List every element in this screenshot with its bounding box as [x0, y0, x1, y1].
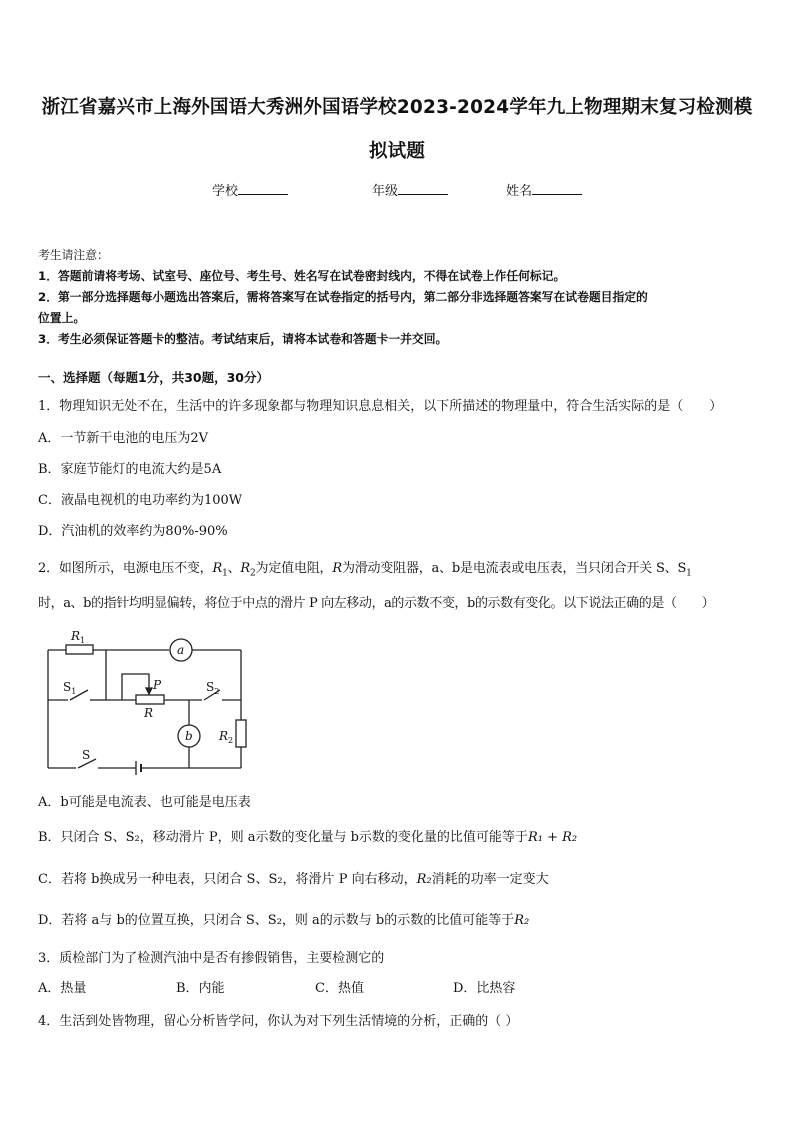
student-info-fields: [0, 180, 794, 202]
label-p: P: [153, 678, 162, 692]
q1-option-c: C．液晶电视机的电功率约为100W: [38, 493, 243, 508]
label-a: a: [177, 643, 185, 657]
label-r: R: [144, 706, 154, 720]
slider-arrow-icon: [146, 688, 152, 694]
q3-option-c: C．热值: [315, 981, 364, 996]
q2-stem-line-2: 时，a、b的指针均明显偏转，将位于中点的滑片 P 向左移动，a的示数不变，b的示数有变化。以下说法正确的是（ ）: [38, 596, 715, 611]
q1-option-a: A．一节新干电池的电压为2V: [38, 431, 209, 446]
q2-option-a: A．b可能是电流表、也可能是电压表: [38, 795, 251, 810]
label-s2: $S_2$: [206, 680, 220, 696]
notes-heading: 考生请注意：: [38, 248, 109, 262]
q2-stem-line-1: 2．如图所示，电源电压不变，$R_1$、$R_2$为定值电阻，R为滑动变阻器，a、b是电流表或电压表，当只闭合开关 S、$S_1$: [38, 561, 692, 579]
note-item: 1．答题前请将考场、试室号、座位号、考生号、姓名写在试卷密封线内，不得在试卷上作任何标记。: [38, 269, 566, 283]
school-blank: [238, 182, 288, 195]
grade-field: 年级: [372, 180, 448, 199]
title-line-2: 拟试题: [368, 141, 426, 162]
label-r2: $R_2$: [219, 729, 234, 745]
q4-stem: 4．生活到处皆物理，留心分析皆学问，你认为对下列生活情境的分析，正确的（ ）: [38, 1014, 519, 1029]
note-item: 2．第一部分选择题每小题选出答案后，需将答案写在试卷指定的括号内，第二部分非选择题答案写在试卷题目指定的: [38, 290, 648, 304]
label-r1: $R_1$: [71, 629, 86, 645]
label-s1: $S_1$: [63, 680, 77, 696]
name-field: 姓名: [506, 180, 582, 199]
q2-option-b: B．只闭合 S、S₂，移动滑片 P，则 a示数的变化量与 b示数的变化量的比值可能等于R₁ + R₂: [38, 830, 578, 845]
q1-stem: 1．物理知识无处不在，生活中的许多现象都与物理知识息息相关，以下所描述的物理量中，符合生活实际的是（ ）: [38, 399, 723, 414]
q3-option-a: A．热量: [38, 981, 87, 996]
circuit-diagram: [36, 628, 250, 776]
name-blank: [532, 182, 582, 195]
q3-option-b: B．内能: [176, 981, 225, 996]
note-item: 位置上。: [38, 311, 86, 325]
q1-option-b: B．家庭节能灯的电流大约是5A: [38, 462, 222, 477]
q2-option-c: C．若将 b换成另一种电表，只闭合 S、S₂，将滑片 P 向右移动，R₂消耗的功率一定变大: [38, 872, 549, 887]
resistor-r2: [236, 720, 246, 747]
q1-option-d: D．汽油机的效率约为80%-90%: [38, 524, 228, 539]
label-s: S: [82, 748, 91, 762]
q3-option-d: D．比热容: [453, 981, 516, 996]
q2-option-d: D．若将 a与 b的位置互换，只闭合 S、S₂，则 a的示数与 b的示数的比值可能等于R₂: [38, 913, 530, 928]
section-title: 一、选择题（每题1分，共30题，30分）: [38, 370, 269, 385]
grade-blank: [398, 182, 448, 195]
title-line-1: 浙江省嘉兴市上海外国语大秀洲外国语学校2023-2024学年九上物理期末复习检测模: [41, 97, 753, 118]
label-b: b: [185, 729, 193, 743]
school-field: 学校: [212, 180, 288, 199]
exam-title: [30, 86, 764, 174]
resistor-r1: [66, 645, 93, 654]
rheostat-r: [136, 695, 164, 704]
note-item: 3．考生必须保证答题卡的整洁。考试结束后，请将本试卷和答题卡一并交回。: [38, 332, 448, 346]
exam-notes: [38, 245, 760, 350]
q3-stem: 3．质检部门为了检测汽油中是否有掺假销售，主要检测它的: [38, 951, 385, 966]
